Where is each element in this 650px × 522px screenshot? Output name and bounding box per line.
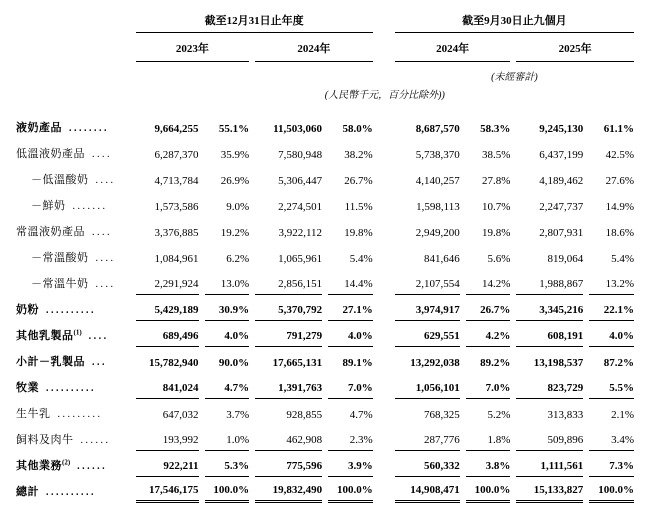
table-row xyxy=(16,425,634,451)
cell-9m2024-value: 287,776 xyxy=(395,425,460,451)
unaudited-note: (未經審計) xyxy=(491,72,538,83)
cell-fy2023-value: 4,713,784 xyxy=(154,175,199,187)
cell-9m2025-value: 15,133,827 xyxy=(516,477,583,503)
row-label: 飼料及肉牛 ...... xyxy=(16,434,111,446)
dot-leader: .... xyxy=(90,253,116,264)
column-gap xyxy=(379,295,389,321)
dot-leader: .... xyxy=(83,331,109,342)
cell-fy2024-value: 11,503,060 xyxy=(273,123,323,135)
cell-fy2024-value: 1,391,763 xyxy=(255,373,322,399)
cell-9m2024-value: 13,292,038 xyxy=(410,357,460,369)
dot-leader: ....... xyxy=(67,201,108,212)
cell-fy2024-percent: 26.7% xyxy=(344,175,373,187)
cell-fy2023-value: 6,287,370 xyxy=(154,149,199,161)
cell-fy2024-value: 17,665,131 xyxy=(272,357,323,369)
column-gap xyxy=(379,33,389,62)
row-label: －常溫酸奶 .... xyxy=(31,252,116,264)
label-column-header xyxy=(16,10,130,33)
cell-fy2024-percent: 100.0% xyxy=(328,477,373,503)
column-gap xyxy=(379,217,389,243)
label-column-header xyxy=(16,33,130,62)
table-row xyxy=(16,347,634,373)
cell-fy2023-percent: 19.2% xyxy=(220,227,250,239)
cell-fy2023-value: 1,084,961 xyxy=(154,253,199,265)
footnote-marker: (1) xyxy=(73,328,82,337)
cell-fy2024-percent: 2.3% xyxy=(328,425,373,451)
cell-fy2024-percent: 14.4% xyxy=(328,269,373,295)
currency-unit-note: (人民幣千元，百分比除外)) xyxy=(324,90,445,101)
cell-9m2025-percent: 3.4% xyxy=(589,425,634,451)
cell-fy2024-percent: 4.0% xyxy=(328,321,373,347)
cell-fy2024-value: 3,922,112 xyxy=(278,227,323,239)
year-column-header-2023: 2023年 xyxy=(136,33,250,62)
cell-fy2024-percent: 7.0% xyxy=(328,373,373,399)
cell-fy2024-percent: 4.7% xyxy=(349,409,373,421)
table-row xyxy=(16,113,634,139)
cell-fy2024-value: 462,908 xyxy=(255,425,322,451)
cell-fy2024-value: 19,832,490 xyxy=(255,477,322,503)
cell-9m2024-value: 629,551 xyxy=(395,321,460,347)
cell-9m2024-value: 768,325 xyxy=(423,409,460,421)
cell-9m2025-percent: 61.1% xyxy=(603,123,634,135)
table-row xyxy=(16,451,634,477)
cell-9m2025-percent: 22.1% xyxy=(589,295,634,321)
cell-9m2025-value: 313,833 xyxy=(547,409,584,421)
cell-9m2025-percent: 18.6% xyxy=(605,227,634,239)
cell-fy2024-percent: 3.9% xyxy=(328,451,373,477)
row-label: 其他乳製品$^{(1)}$ .... xyxy=(16,328,109,342)
table-body xyxy=(16,113,634,503)
column-gap xyxy=(379,62,389,83)
cell-fy2023-percent: 13.0% xyxy=(205,269,250,295)
cell-9m2024-percent: 1.8% xyxy=(466,425,511,451)
cell-9m2025-value: 13,198,537 xyxy=(533,357,584,369)
footnote-marker: (2) xyxy=(62,458,71,467)
cell-fy2023-value: 922,211 xyxy=(136,451,199,477)
cell-9m2024-value: 560,332 xyxy=(395,451,460,477)
cell-fy2024-value: 5,306,447 xyxy=(278,175,323,187)
column-gap xyxy=(379,477,389,503)
row-label: 總計 .......... xyxy=(16,486,96,498)
cell-9m2024-value: 4,140,257 xyxy=(415,175,460,187)
cell-fy2023-percent: 90.0% xyxy=(218,357,250,369)
cell-9m2025-percent: 87.2% xyxy=(603,357,634,369)
cell-fy2023-value: 841,024 xyxy=(136,373,199,399)
cell-fy2024-value: 791,279 xyxy=(255,321,322,347)
cell-fy2023-value: 647,032 xyxy=(162,409,199,421)
cell-9m2025-value: 9,245,130 xyxy=(539,123,584,135)
row-label: －鮮奶 ....... xyxy=(31,200,108,212)
cell-9m2025-value: 509,896 xyxy=(516,425,583,451)
cell-fy2023-percent: 6.2% xyxy=(226,253,250,265)
cell-9m2025-value: 3,345,216 xyxy=(516,295,583,321)
cell-fy2024-value: 2,274,501 xyxy=(278,201,323,213)
column-gap xyxy=(379,425,389,451)
cell-9m2025-percent: 100.0% xyxy=(589,477,634,503)
cell-fy2024-value: 5,370,792 xyxy=(255,295,322,321)
row-label: 常溫液奶產品 .... xyxy=(16,226,112,238)
row-label: 液奶產品 ........ xyxy=(16,122,109,134)
row-label: 牧業 .......... xyxy=(16,382,96,394)
cell-9m2024-value: 1,056,101 xyxy=(395,373,460,399)
cell-9m2025-value: 4,189,462 xyxy=(539,175,584,187)
cell-fy2023-value: 5,429,189 xyxy=(136,295,199,321)
row-label: －低溫酸奶 .... xyxy=(31,174,116,186)
cell-9m2024-percent: 27.8% xyxy=(481,175,511,187)
row-label: 低溫液奶產品 .... xyxy=(16,148,112,160)
cell-9m2025-percent: 5.4% xyxy=(611,253,634,265)
unit-note-row xyxy=(16,83,634,113)
dot-leader: ...... xyxy=(72,461,108,472)
row-label: 小計－乳製品 ... xyxy=(16,356,107,368)
cell-9m2024-percent: 89.2% xyxy=(480,357,511,369)
cell-fy2023-percent: 35.9% xyxy=(220,149,250,161)
table-row xyxy=(16,399,634,425)
dot-leader: .... xyxy=(90,279,116,290)
cell-9m2025-value: 1,988,867 xyxy=(516,269,583,295)
cell-9m2025-percent: 2.1% xyxy=(611,409,634,421)
cell-9m2024-percent: 14.2% xyxy=(466,269,511,295)
cell-9m2025-percent: 13.2% xyxy=(589,269,634,295)
cell-9m2025-percent: 7.3% xyxy=(589,451,634,477)
cell-9m2025-percent: 27.6% xyxy=(605,175,634,187)
cell-9m2024-percent: 10.7% xyxy=(481,201,511,213)
period-group-header-9m: 截至9月30日止九個月 xyxy=(395,10,634,33)
cell-9m2025-value: 1,111,561 xyxy=(516,451,583,477)
year-header-row xyxy=(16,33,634,62)
cell-9m2024-value: 8,687,570 xyxy=(415,123,460,135)
cell-fy2024-percent: 58.0% xyxy=(342,123,373,135)
year-column-header-9m2025: 2025年 xyxy=(516,33,634,62)
column-gap xyxy=(379,10,389,33)
cell-9m2024-percent: 5.2% xyxy=(487,409,511,421)
table-row xyxy=(16,321,634,347)
dot-leader: .......... xyxy=(41,487,96,498)
cell-9m2024-percent: 4.2% xyxy=(466,321,511,347)
cell-fy2024-value: 775,596 xyxy=(255,451,322,477)
table-row xyxy=(16,477,634,503)
cell-fy2024-percent: 5.4% xyxy=(349,253,373,265)
column-gap xyxy=(379,165,389,191)
row-label: 其他業務$^{(2)}$ ...... xyxy=(16,458,108,472)
row-label: －常溫牛奶 .... xyxy=(31,278,116,290)
cell-9m2025-percent: 4.0% xyxy=(589,321,634,347)
cell-fy2024-value: 1,065,961 xyxy=(278,253,323,265)
cell-9m2025-value: 819,064 xyxy=(547,253,584,265)
period-group-row xyxy=(16,10,634,33)
cell-fy2024-percent: 19.8% xyxy=(344,227,373,239)
dot-leader: ... xyxy=(87,357,107,368)
dot-leader: .... xyxy=(87,227,112,238)
column-gap xyxy=(379,113,389,139)
unaudited-note-row xyxy=(16,62,634,83)
row-label: 生牛乳 ......... xyxy=(16,408,103,420)
column-gap xyxy=(379,191,389,217)
column-gap xyxy=(379,399,389,425)
cell-fy2023-percent: 1.0% xyxy=(205,425,250,451)
cell-fy2023-percent: 3.7% xyxy=(226,409,250,421)
cell-fy2023-value: 689,496 xyxy=(136,321,199,347)
cell-fy2024-percent: 38.2% xyxy=(344,149,373,161)
table-row xyxy=(16,191,634,217)
cell-fy2024-value: 928,855 xyxy=(286,409,323,421)
table-row xyxy=(16,165,634,191)
cell-9m2024-value: 3,974,917 xyxy=(395,295,460,321)
cell-9m2024-percent: 38.5% xyxy=(481,149,511,161)
cell-fy2023-value: 17,546,175 xyxy=(136,477,199,503)
cell-9m2025-value: 6,437,199 xyxy=(539,149,584,161)
cell-9m2024-value: 14,908,471 xyxy=(395,477,460,503)
cell-9m2025-value: 2,807,931 xyxy=(539,227,584,239)
cell-9m2025-value: 2,247,737 xyxy=(539,201,584,213)
cell-9m2024-value: 2,107,554 xyxy=(395,269,460,295)
cell-fy2023-value: 3,376,885 xyxy=(154,227,199,239)
cell-fy2023-percent: 4.0% xyxy=(205,321,250,347)
cell-fy2023-value: 9,664,255 xyxy=(154,123,199,135)
dot-leader: .... xyxy=(87,149,112,160)
row-label: 奶粉 .......... xyxy=(16,304,96,316)
cell-9m2025-percent: 14.9% xyxy=(605,201,634,213)
dot-leader: .......... xyxy=(41,383,96,394)
column-gap xyxy=(379,243,389,269)
cell-9m2024-percent: 7.0% xyxy=(466,373,511,399)
cell-fy2023-percent: 26.9% xyxy=(220,175,250,187)
dot-leader: ......... xyxy=(52,409,103,420)
cell-9m2025-value: 608,191 xyxy=(516,321,583,347)
period-group-header-fy: 截至12月31日止年度 xyxy=(136,10,373,33)
cell-fy2024-percent: 89.1% xyxy=(342,357,373,369)
table-row xyxy=(16,269,634,295)
cell-9m2024-percent: 58.3% xyxy=(480,123,511,135)
dot-leader: .... xyxy=(90,175,116,186)
cell-fy2023-value: 15,782,940 xyxy=(149,357,199,369)
cell-fy2023-percent: 5.3% xyxy=(205,451,250,477)
cell-fy2023-value: 2,291,924 xyxy=(136,269,199,295)
column-gap xyxy=(379,373,389,399)
column-gap xyxy=(379,451,389,477)
cell-fy2023-percent: 4.7% xyxy=(205,373,250,399)
table-row xyxy=(16,217,634,243)
year-column-header-2024: 2024年 xyxy=(255,33,373,62)
cell-9m2024-percent: 3.8% xyxy=(466,451,511,477)
column-gap xyxy=(379,321,389,347)
cell-fy2023-percent: 100.0% xyxy=(205,477,250,503)
cell-9m2024-percent: 19.8% xyxy=(481,227,511,239)
cell-9m2024-value: 5,738,370 xyxy=(415,149,460,161)
cell-9m2024-value: 2,949,200 xyxy=(415,227,460,239)
table-row xyxy=(16,139,634,165)
table-row xyxy=(16,295,634,321)
table-row xyxy=(16,243,634,269)
year-column-header-9m2024: 2024年 xyxy=(395,33,511,62)
cell-9m2024-percent: 26.7% xyxy=(466,295,511,321)
cell-fy2023-value: 193,992 xyxy=(136,425,199,451)
cell-fy2024-value: 7,580,948 xyxy=(278,149,323,161)
cell-9m2025-value: 823,729 xyxy=(516,373,583,399)
cell-fy2024-value: 2,856,151 xyxy=(255,269,322,295)
table-row xyxy=(16,373,634,399)
cell-fy2023-value: 1,573,586 xyxy=(154,201,199,213)
column-gap xyxy=(379,139,389,165)
cell-9m2025-percent: 5.5% xyxy=(589,373,634,399)
dot-leader: .......... xyxy=(41,305,96,316)
cell-9m2025-percent: 42.5% xyxy=(605,149,634,161)
cell-9m2024-value: 1,598,113 xyxy=(416,201,460,213)
cell-fy2024-percent: 11.5% xyxy=(344,201,373,213)
revenue-breakdown-table xyxy=(10,10,640,503)
cell-fy2023-percent: 9.0% xyxy=(226,201,250,213)
column-gap xyxy=(379,347,389,373)
cell-9m2024-percent: 5.6% xyxy=(487,253,511,265)
cell-fy2023-percent: 55.1% xyxy=(218,123,250,135)
dot-leader: ...... xyxy=(75,435,111,446)
column-gap xyxy=(379,269,389,295)
cell-9m2024-percent: 100.0% xyxy=(466,477,511,503)
cell-fy2023-percent: 30.9% xyxy=(205,295,250,321)
cell-9m2024-value: 841,646 xyxy=(423,253,460,265)
dot-leader: ........ xyxy=(64,123,109,134)
cell-fy2024-percent: 27.1% xyxy=(328,295,373,321)
